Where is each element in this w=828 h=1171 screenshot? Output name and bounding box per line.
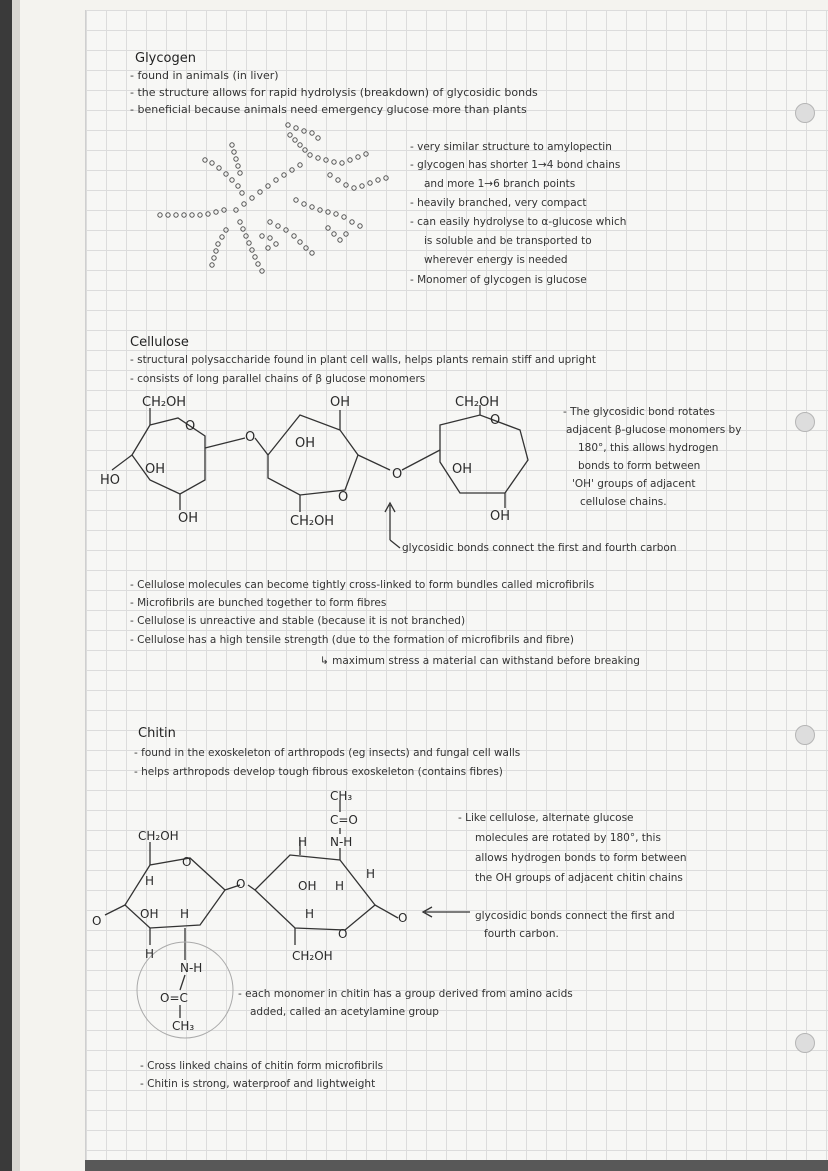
chitin-arrow-note: fourth carbon. <box>484 928 559 940</box>
label-co: C=O <box>330 813 358 827</box>
binder-hole <box>795 1033 815 1053</box>
label-o: O <box>245 430 256 445</box>
label-o: O <box>398 911 408 925</box>
cellulose-side-note: bonds to form between <box>578 460 701 472</box>
chitin-title: Chitin <box>138 726 176 741</box>
glycogen-note: - can easily hydrolyse to α-glucose which <box>410 216 627 228</box>
label-o: O <box>338 490 349 505</box>
cellulose-arrow-note: glycosidic bonds connect the first and fourth carbon <box>402 542 677 554</box>
chitin-side-note: molecules are rotated by 180°, this <box>475 832 661 844</box>
label-o: O <box>182 855 192 869</box>
chitin-side-note: the OH groups of adjacent chitin chains <box>475 872 683 884</box>
chitin-line: - helps arthropods develop tough fibrous exoskeleton (contains fibres) <box>134 766 503 778</box>
chitin-bullet: - Cross linked chains of chitin form microfibrils <box>140 1060 384 1072</box>
glycogen-note: wherever energy is needed <box>424 254 568 266</box>
label-oh: OH <box>490 509 511 524</box>
label-oh: OH <box>178 511 199 526</box>
acetylamine-note: - each monomer in chitin has a group derived from amino acids <box>238 988 573 1000</box>
label-oh: OH <box>140 907 159 921</box>
cellulose-side-note: 'OH' groups of adjacent <box>572 478 696 490</box>
glycogen-line: - beneficial because animals need emergency glucose more than plants <box>130 103 527 116</box>
label-nh: N-H <box>180 961 203 975</box>
label-ch3: CH₃ <box>330 789 353 803</box>
binder-hole <box>795 725 815 745</box>
label-h: H <box>180 907 190 921</box>
tensile-definition: ↳ maximum stress a material can withstand before breaking <box>320 655 640 667</box>
label-h: H <box>145 874 155 888</box>
chitin-bullet: - Chitin is strong, waterproof and lightweight <box>140 1078 376 1090</box>
cellulose-side-note: cellulose chains. <box>580 496 667 508</box>
label-ch2oh: CH₂OH <box>138 829 179 843</box>
label-oh: OH <box>298 879 317 893</box>
cellulose-side-note: 180°, this allows hydrogen <box>578 442 719 454</box>
glycogen-note: and more 1→6 branch points <box>424 178 576 190</box>
label-oh: OH <box>145 462 166 477</box>
label-oh: OH <box>295 436 316 451</box>
label-ho: HO <box>100 473 121 488</box>
label-o: O <box>338 927 348 941</box>
chitin-line: - found in the exoskeleton of arthropods (eg insects) and fungal cell walls <box>134 747 521 759</box>
cellulose-bullet: - Cellulose has a high tensile strength (due to the formation of microfibrils and fibre) <box>130 634 574 646</box>
cellulose-bullet: - Cellulose is unreactive and stable (because it is not branched) <box>130 615 466 627</box>
chitin-side-note: allows hydrogen bonds to form between <box>475 852 687 864</box>
page-edge-highlight <box>12 0 20 1171</box>
cellulose-title: Cellulose <box>130 335 189 350</box>
page-edge-shadow <box>0 0 12 1171</box>
label-ch2oh: CH₂OH <box>290 514 335 529</box>
chitin-arrow-note: glycosidic bonds connect the first and <box>475 910 675 922</box>
glycogen-note: - Monomer of glycogen is glucose <box>410 274 587 286</box>
binder-hole <box>795 103 815 123</box>
label-h: H <box>145 947 155 961</box>
acetylamine-note: added, called an acetylamine group <box>250 1006 439 1018</box>
label-h: H <box>335 879 345 893</box>
glycogen-note: - heavily branched, very compact <box>410 197 587 209</box>
label-oh: OH <box>330 395 351 410</box>
bottom-edge-shadow <box>85 1160 828 1171</box>
label-o: O <box>236 877 246 891</box>
label-ch2oh: CH₂OH <box>455 395 500 410</box>
label-o: O <box>185 419 196 434</box>
label-ch2oh: CH₂OH <box>292 949 333 963</box>
cellulose-side-note: adjacent β-glucose monomers by <box>566 424 742 436</box>
label-ch3: CH₃ <box>172 1019 195 1033</box>
cellulose-line: - structural polysaccharide found in plant cell walls, helps plants remain stiff and upright <box>130 354 596 366</box>
glycogen-line: - found in animals (in liver) <box>130 69 279 82</box>
cellulose-side-note: - The glycosidic bond rotates <box>563 406 715 418</box>
label-oh: OH <box>452 462 473 477</box>
label-h: H <box>305 907 315 921</box>
glycogen-line: - the structure allows for rapid hydrolysis (breakdown) of glycosidic bonds <box>130 86 538 99</box>
glycogen-note: - very similar structure to amylopectin <box>410 141 612 153</box>
label-o: O <box>392 467 403 482</box>
glycogen-note: is soluble and be transported to <box>424 235 592 247</box>
label-h: H <box>366 867 376 881</box>
label-o: O <box>92 914 102 928</box>
cellulose-line: - consists of long parallel chains of β glucose monomers <box>130 373 426 385</box>
label-o-eq-c: O=C <box>160 991 188 1005</box>
cellulose-bullet: - Cellulose molecules can become tightly cross-linked to form bundles called microfibrils <box>130 579 595 591</box>
label-h: H <box>298 835 308 849</box>
binder-hole <box>795 412 815 432</box>
glycogen-note: - glycogen has shorter 1→4 bond chains <box>410 159 621 171</box>
label-ch2oh: CH₂OH <box>142 395 187 410</box>
label-nh: N-H <box>330 835 353 849</box>
chitin-side-note: - Like cellulose, alternate glucose <box>458 812 634 824</box>
glycogen-title: Glycogen <box>135 51 196 66</box>
cellulose-bullet: - Microfibrils are bunched together to form fibres <box>130 597 387 609</box>
label-o: O <box>490 413 501 428</box>
